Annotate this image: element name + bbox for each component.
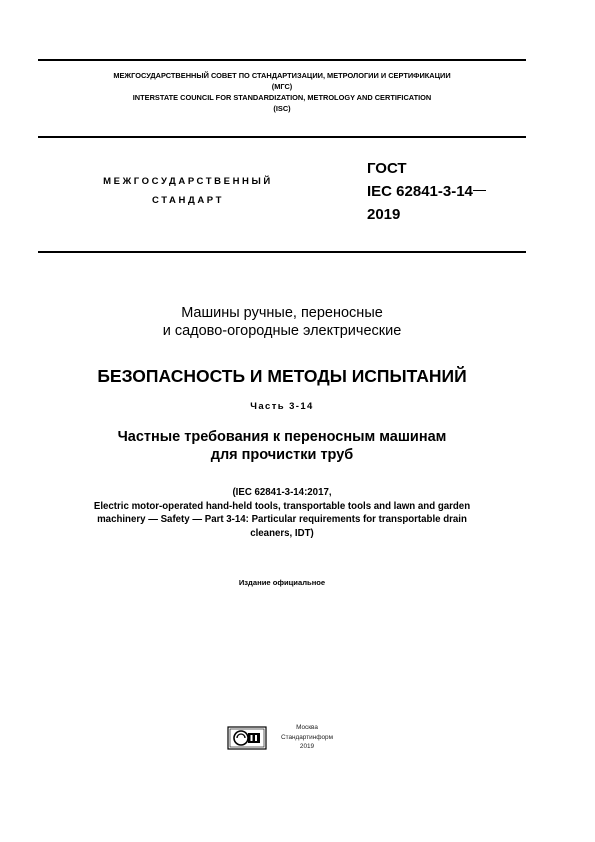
council-bottom-rule bbox=[38, 136, 526, 138]
main-title: БЕЗОПАСНОСТЬ И МЕТОДЫ ИСПЫТАНИЙ bbox=[97, 366, 467, 386]
subtitle-block bbox=[38, 428, 526, 464]
standard-type bbox=[60, 172, 316, 210]
gost-label: ГОСТ bbox=[367, 160, 407, 177]
council-name-en: INTERSTATE COUNCIL FOR STANDARDIZATION, METROLOGY AND CERTIFICATION bbox=[132, 93, 432, 102]
top-rule bbox=[38, 59, 526, 61]
publisher-year: 2019 bbox=[299, 743, 315, 750]
publisher-name: Стандартинформ bbox=[280, 733, 334, 741]
subtitle-line2: для прочистки труб bbox=[210, 447, 354, 463]
iec-reference-line3: machinery — Safety — Part 3-14: Particular requirements for transportable drain bbox=[97, 514, 467, 525]
iec-reference-line2: Electric motor-operated hand-held tools, transportable tools and lawn and garden bbox=[93, 500, 471, 512]
iec-reference-line1: (IEC 62841-3-14:2017, bbox=[232, 487, 332, 498]
standard-type-line1: МЕЖГОСУДАРСТВЕННЫЙ bbox=[103, 176, 273, 187]
standard-type-line2: СТАНДАРТ bbox=[152, 195, 224, 206]
standard-designation bbox=[367, 157, 486, 226]
council-name-ru: МЕЖГОСУДАРСТВЕННЫЙ СОВЕТ ПО СТАНДАРТИЗАЦИИ, МЕТРОЛОГИИ И СЕРТИФИКАЦИИ bbox=[113, 71, 451, 80]
part-number: Часть 3-14 bbox=[250, 401, 314, 412]
council-header bbox=[38, 70, 526, 114]
standard-number-row bbox=[367, 180, 486, 203]
publisher-info bbox=[266, 723, 348, 752]
title-block bbox=[38, 304, 526, 340]
title-line2: и садово-огородные электрические bbox=[162, 323, 402, 339]
edition-note: Издание официальное bbox=[238, 578, 326, 587]
subtitle-line1: Частные требования к переносным машинам bbox=[117, 429, 447, 445]
designation-dash bbox=[473, 190, 486, 191]
standartinform-logo-icon bbox=[227, 726, 267, 750]
publisher-city: Москва bbox=[296, 724, 318, 731]
council-abbr-ru: (МГС) bbox=[271, 82, 293, 91]
standard-number: IEC 62841-3-14 bbox=[367, 183, 473, 200]
iec-reference bbox=[38, 486, 526, 540]
designation-bottom-rule bbox=[38, 251, 526, 253]
council-abbr-en: (ISC) bbox=[273, 104, 291, 113]
iec-reference-line4: cleaners, IDT) bbox=[250, 527, 314, 539]
title-line1: Машины ручные, переносные bbox=[181, 305, 383, 321]
standard-year: 2019 bbox=[367, 206, 401, 223]
